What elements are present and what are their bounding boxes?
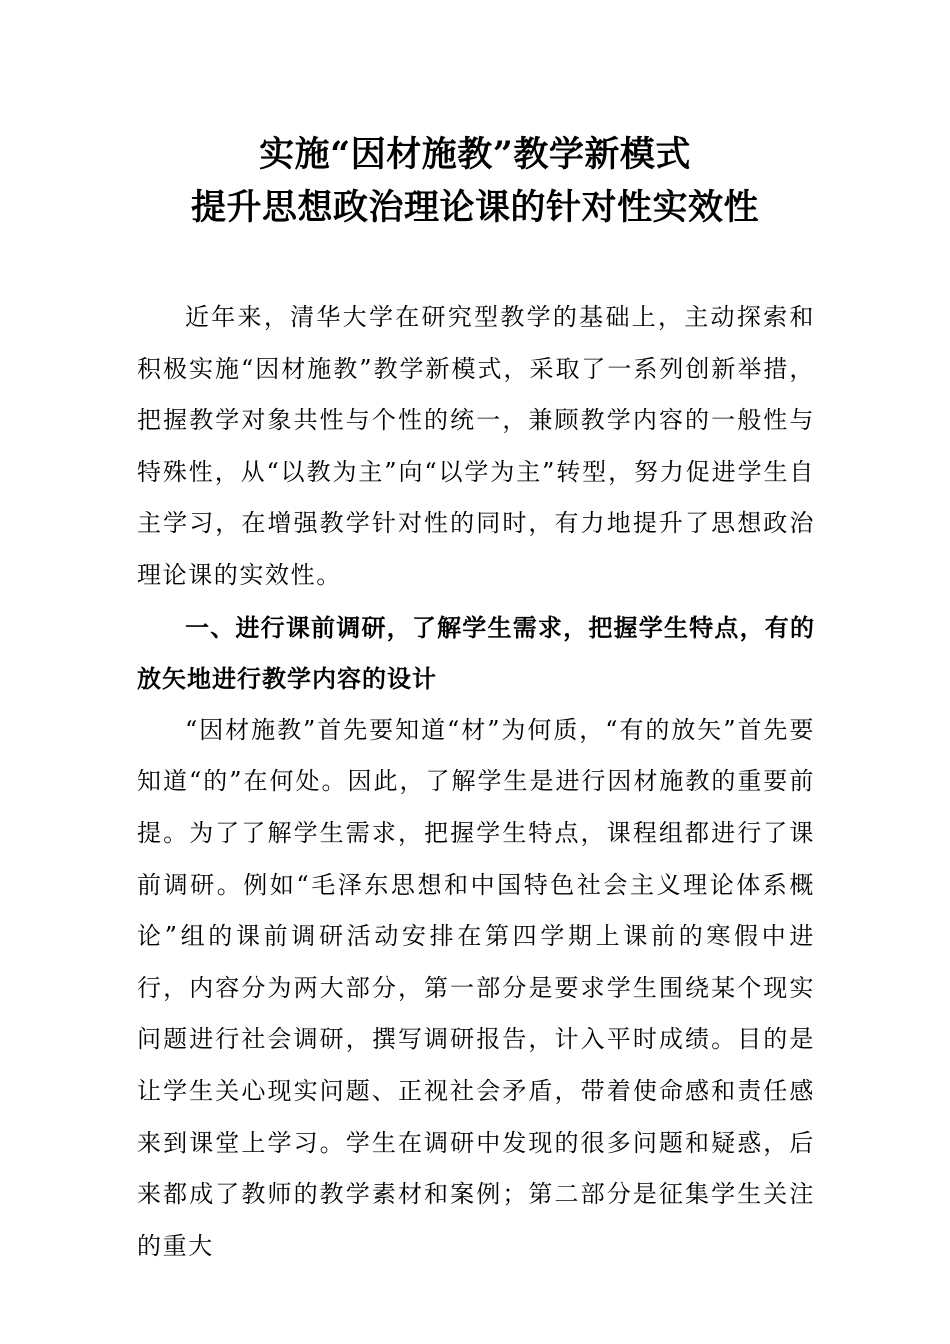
document-title bbox=[0, 128, 950, 234]
section-1-heading: 一、进行课前调研，了解学生需求，把握学生特点，有的放矢地进行教学内容的设计 bbox=[137, 612, 815, 694]
title-line-2: 提升思想政治理论课的针对性实效性 bbox=[190, 187, 759, 228]
title-line-1: 实施“因材施教”教学新模式 bbox=[259, 134, 691, 175]
intro-paragraph: 近年来，清华大学在研究型教学的基础上，主动探索和积极实施“因材施教”教学新模式，采取了一系列创新举措，把握教学对象共性与个性的统一，兼顾教学内容的一般性与特殊性，从“以教为主”向“以学为主”转型，努力促进学生自主学习，在增强教学针对性的同时，有力地提升了思想政治理论课的实效性。 bbox=[137, 303, 815, 589]
section-1-paragraph: “因材施教”首先要知道“材”为何质，“有的放矢”首先要知道“的”在何处。因此，了解学生是进行因材施教的重要前提。为了了解学生需求，把握学生特点，课程组都进行了课前调研。例如“毛泽东思想和中国特色社会主义理论体系概论”组的课前调研活动安排在第四学期上课前的寒假中进行，内容分为两大部分，第一部分是要求学生围绕某个现实问题进行社会调研，撰写调研报告，计入平时成绩。目的是让学生关心现实问题、正视社会矛盾，带着使命感和责任感来到课堂上学习。学生在调研中发现的很多问题和疑惑，后来都成了教师的教学素材和案例；第二部分是征集学生关注的重大 bbox=[137, 715, 815, 1260]
document-body bbox=[137, 292, 815, 1272]
